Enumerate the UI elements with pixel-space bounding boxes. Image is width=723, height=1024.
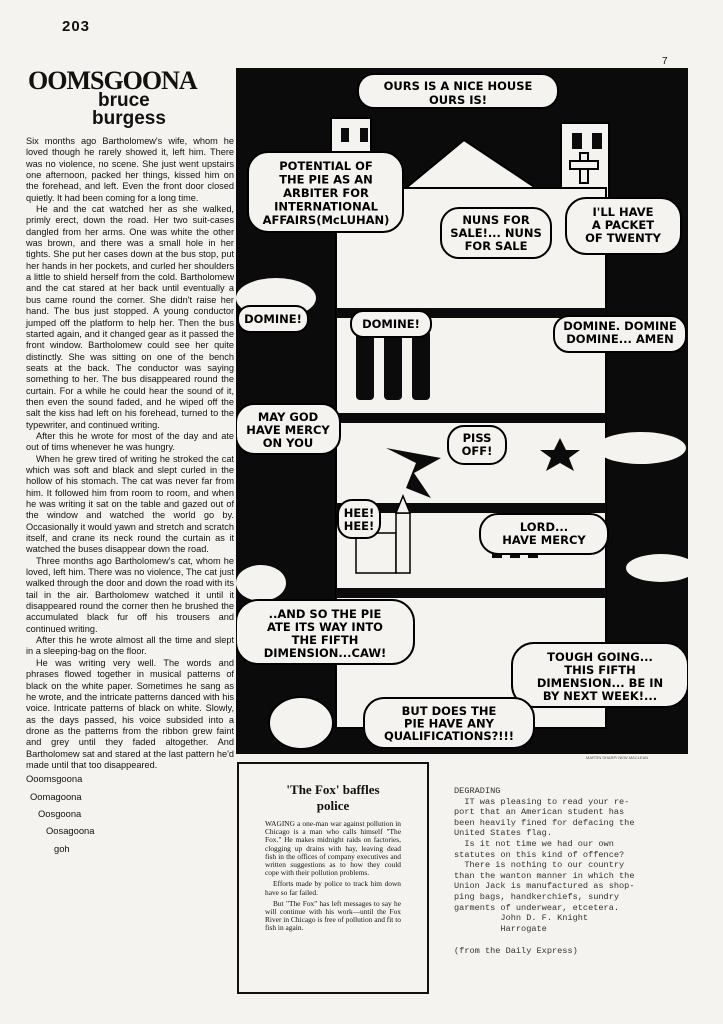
coda-line: Ooomsgoona: [26, 773, 83, 785]
fox-article-subtitle: police: [316, 798, 350, 813]
story-paragraph: He was writing very well. The words and phrases flowed together in musical patterns of black on the white paper. Sometimes he sang as he wrote, and the intricate patterns danced with his voice. Intricate patterns of black on white. Slowly, as the days passed, his voice subsided into a drone as the patterns from the ribbon grew faint and grey until they faded altogether. And Bartholomew sat and stared at the last pattern he'd made until that too disappeared.: [26, 657, 234, 770]
article-title: OOMSGOONA: [28, 66, 197, 95]
letter-line: DEGRADING: [454, 786, 501, 796]
letter-source: (from the Daily Express): [454, 946, 578, 957]
speech-bubble-text: OURS IS A NICE HOUSE OURS IS!: [383, 79, 533, 107]
coda-line: goh: [54, 842, 70, 854]
letter-line: been heavily fined for defacing the: [454, 817, 635, 828]
letter-to-editor: [454, 786, 694, 957]
coda-line: Oosgoona: [38, 807, 82, 819]
story-paragraph: When he grew tired of writing he stroked the cat which was soft and black and slept curled in the hollow of his stomach. The cat was never far from him. It followed him from room to room, and when he was writing it sat on the table and gazed out of the window and watched the world go by. Occasionally it would yawn and stretch and scratch itself, and crane its neck round the curtain as it watched the buses disappear down the road.: [26, 453, 234, 555]
fox-article-body: [247, 820, 419, 933]
coda-line: Oosagoona: [46, 825, 95, 837]
story-paragraph: He and the cat watched her as she walked, primly erect, down the road. Her two suit-cases dangled from her arms. One was white the other was brown, and there was a small hole in her tights. She put her cases down at the bus stop, put her hands in her pockets, and curled her shoulders a little to shield herself from the cold. Bartholomew and the cat stared at her back until eventually a bus came round the corner. She didn't raise her hand. The bus just stopped. A young conductor jumped off the platform to help her. Then the bus started again, and it changed gear as it passed the front window. Bartholomew could see her quite distinctly. She was sitting on one of the bench seats at the back. The conductor was saying something to her. The bus disappeared round the curtain. For a while he could hear the sound of it, then even the sound faded, and he wiped off the salt the kiss had left on his forehead, turned to the typewriter, and continued writing.: [26, 204, 234, 430]
author-first-name: bruce: [98, 90, 150, 111]
fox-paragraph: WAGING a one-man war against pollution in Chicago is a man who calls himself "The Fox." He makes midnight raids on factories, clogging up drains with hay, leaving dead fish in the offices of company executives and written suggestions as to how they could cope with their pollution problems.: [265, 819, 401, 878]
letter-line: garments of underwear, etcetera.: [454, 902, 620, 913]
speech-bubble-text: NUNS FOR SALE!... NUNS FOR SALE: [450, 213, 542, 253]
story-paragraph: After this he wrote for most of the day and ate out of tims whenever he was hungry.: [26, 430, 234, 453]
page-number-right: 7: [662, 56, 668, 67]
speech-bubble-text: HEE! HEE!: [343, 506, 375, 533]
fox-article-box: [237, 762, 429, 994]
page-number-left: 203: [62, 18, 91, 35]
speech-bubble-text: TOUGH GOING... THIS FIFTH DIMENSION... BE IN BY NEXT WEEK!...: [536, 650, 664, 703]
speech-bubble-text: DOMINE. DOMINE DOMINE... AMEN: [563, 319, 677, 346]
author-last-name: burgess: [92, 108, 166, 129]
speech-bubble-text: ..AND SO THE PIE ATE ITS WAY INTO THE FIFTH DIMENSION...CAW!: [263, 607, 387, 660]
fox-article-title: 'The Fox' baffles: [286, 782, 380, 797]
letter-line: Harrogate: [454, 923, 547, 934]
letter-line: There is nothing to our country: [454, 860, 625, 871]
pie-creature: [269, 697, 333, 749]
coda-line: Oomagoona: [30, 790, 82, 802]
fox-paragraph: Efforts made by police to track him down have so far failed.: [265, 879, 401, 897]
letter-line: Is it not time we had our own: [454, 838, 614, 849]
speech-bubble-text: PISS OFF!: [461, 431, 493, 458]
speech-bubble-text: POTENTIAL OF THE PIE AS AN ARBITER FOR INTERNATIONAL AFFAIRS(McLUHAN): [262, 159, 390, 227]
speech-bubble-text: I'LL HAVE A PACKET OF TWENTY: [585, 205, 661, 245]
letter-line: ping bags, handkerchiefs, sundry: [454, 891, 620, 902]
fox-paragraph: But "The Fox" has left messages to say he will continue with his work—until the Fox River in Chicago is free of pollution and fit to fish in again.: [265, 898, 401, 933]
speech-bubble-text: BUT DOES THE PIE HAVE ANY QUALIFICATIONS?!!!: [383, 704, 515, 743]
letter-lines: [454, 786, 694, 934]
speech-bubble-text: DOMINE!: [362, 317, 420, 331]
story-paragraph: Six months ago Bartholomew's wife, whom he loved though he rarely showed it, left him. There was no violence, no scene. She just went upstairs one afternoon, packed her things, kissed him on the forehead, and left. Even the front door closed quietly. It had been coming for a long time.: [26, 136, 234, 203]
comic-illustration: [236, 68, 688, 754]
letter-line: port that an American student has: [454, 807, 625, 818]
story-text: [26, 136, 234, 854]
letter-line: Union Jack is manufactured as shop-: [454, 881, 635, 892]
letter-line: John D. F. Knight: [454, 913, 589, 924]
letter-line: IT was pleasing to read your re-: [454, 796, 630, 807]
comic-credit: MARTIN SHARP/ NEW MACLEAN: [586, 755, 649, 760]
story-paragraph: After this he wrote almost all the time and slept in a sleeping-bag on the floor.: [26, 635, 234, 657]
letter-line: statutes on this kind of offence?: [454, 849, 625, 860]
story-coda: [26, 773, 234, 854]
letter-line: than the wanton manner in which the: [454, 870, 635, 881]
speech-bubble-text: LORD... HAVE MERCY: [502, 520, 586, 547]
story-paragraph: Three months ago Bartholomew's cat, whom he loved, left him. There was no violence, The cat just walked through the door and down the road with its tail in the air. Bartholomew watched it until it disappeared round the corner then he brushed the accumulated black fur off his trousers and continued writing.: [26, 555, 234, 634]
speech-bubble-text: MAY GOD HAVE MERCY ON YOU: [246, 410, 330, 450]
letter-line: United States flag.: [454, 828, 552, 839]
speech-bubble-text: DOMINE!: [244, 312, 302, 326]
